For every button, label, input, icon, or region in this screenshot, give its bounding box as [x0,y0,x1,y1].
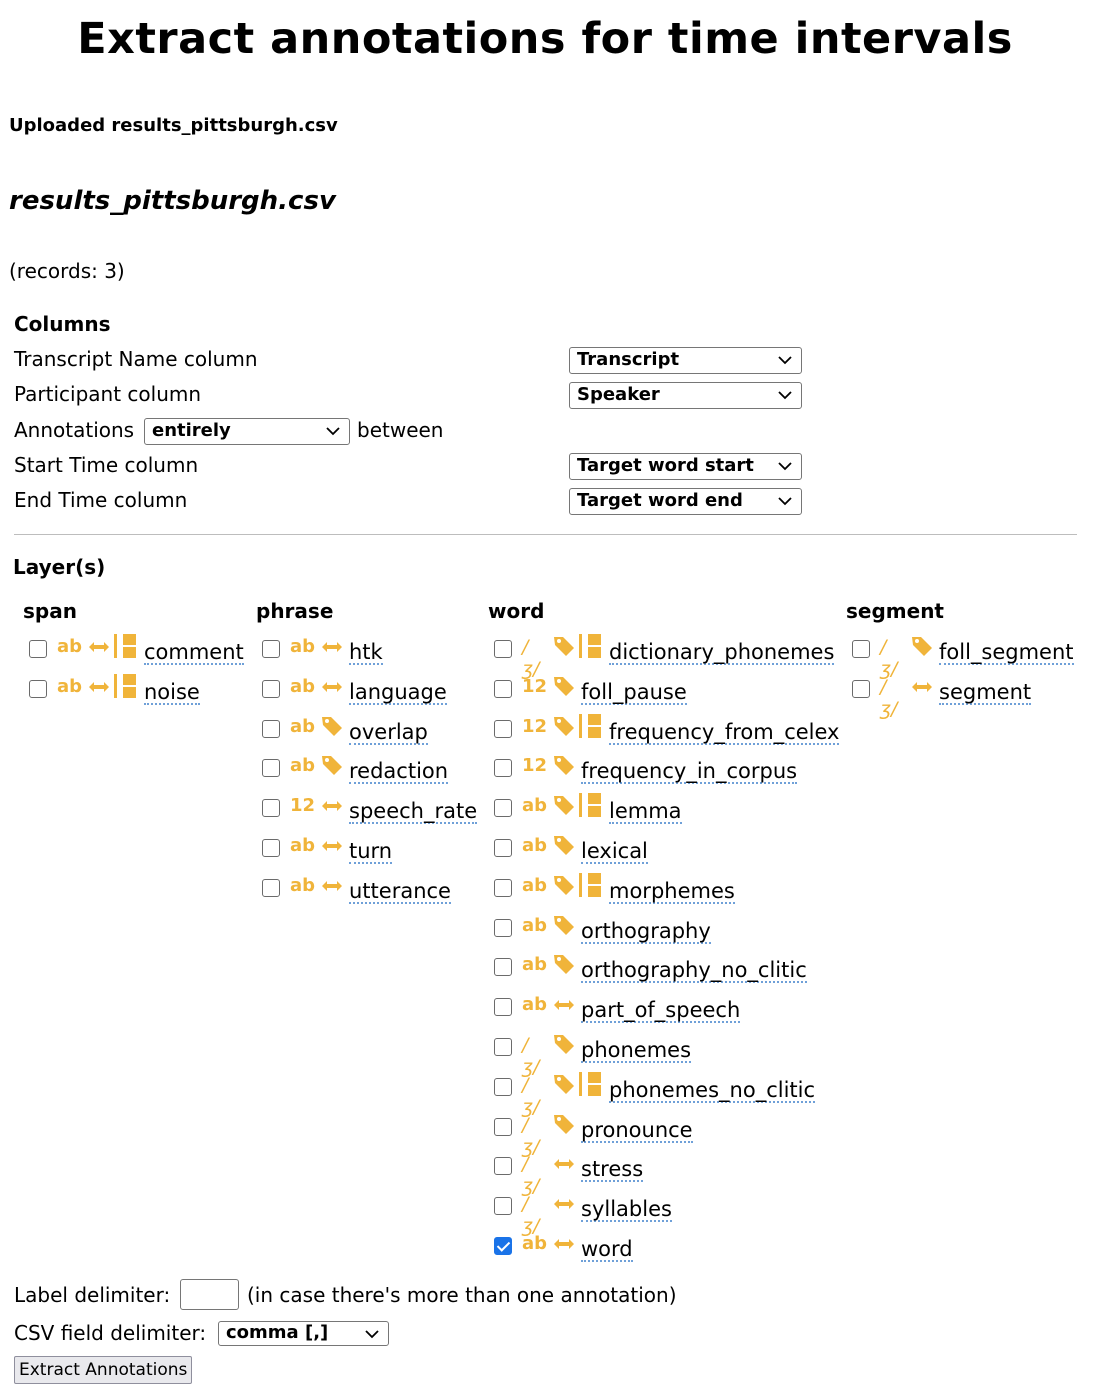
layer-name-link[interactable]: lemma [609,799,682,823]
chevron-down-icon [777,458,793,474]
layer-name-link[interactable]: foll_pause [581,680,687,704]
layer-name-link[interactable]: language [349,680,447,704]
arrows-icon [320,678,344,702]
participant-column-value: Speaker [577,384,660,405]
phonological-type-icon: /ʒ/ [522,636,540,680]
participant-column-select[interactable] [569,382,802,409]
arrows-icon [320,797,344,821]
phonological-type-icon: /ʒ/ [522,1153,540,1197]
start-time-column-label: Start Time column [14,453,199,477]
text-type-icon: ab [522,994,548,1015]
tag-icon [552,753,576,783]
layer-name-link[interactable]: turn [349,839,393,863]
numeric-type-icon: 12 [522,755,548,776]
label-delimiter-input[interactable] [180,1279,239,1310]
layer-checkbox[interactable] [852,640,870,658]
tag-icon [552,793,576,823]
text-type-icon: ab [290,835,316,856]
tag-icon [552,1112,576,1142]
layer-checkbox[interactable] [262,640,280,658]
numeric-type-icon: 12 [522,716,548,737]
scope-heading-span: span [23,599,77,623]
layer-name-link[interactable]: syllables [581,1197,672,1221]
layer-name-link[interactable]: foll_segment [939,640,1074,664]
layer-name-link[interactable]: frequency_from_celex [609,720,840,744]
arrows-icon [87,678,111,702]
phonological-type-icon: /ʒ/ [880,636,898,680]
end-time-column-select[interactable] [569,488,802,515]
scope-heading-word: word [488,599,545,623]
text-type-icon: ab [290,636,316,657]
chevron-down-icon [777,387,793,403]
bar-icon [113,634,139,664]
chevron-down-icon [325,423,341,439]
arrows-icon [320,837,344,861]
layer-checkbox[interactable] [262,879,280,897]
annotations-mode-value: entirely [152,420,231,441]
layer-checkbox[interactable] [262,720,280,738]
text-type-icon: ab [57,676,83,697]
layer-name-link[interactable]: word [581,1237,633,1261]
participant-column-label: Participant column [14,382,202,406]
tag-icon [552,1032,576,1062]
layer-checkbox[interactable] [494,1078,512,1096]
layer-checkbox[interactable] [494,680,512,698]
end-time-column-label: End Time column [14,488,188,512]
chevron-down-icon [777,352,793,368]
layer-checkbox[interactable] [262,680,280,698]
layer-checkbox[interactable] [494,839,512,857]
layer-name-link[interactable]: speech_rate [349,799,478,823]
csv-delimiter-label: CSV field delimiter: [14,1321,207,1345]
layer-checkbox[interactable] [494,1157,512,1175]
record-count: (records: 3) [9,259,125,283]
text-type-icon: ab [522,954,548,975]
layer-checkbox[interactable] [494,1197,512,1215]
layer-checkbox[interactable] [494,720,512,738]
phonological-type-icon: /ʒ/ [522,1074,540,1118]
layers-heading: Layer(s) [13,555,106,579]
layer-name-link[interactable]: orthography [581,919,711,943]
extract-annotations-button[interactable]: Extract Annotations [14,1356,192,1384]
layer-checkbox[interactable] [852,680,870,698]
tag-icon [552,634,576,664]
start-time-column-select[interactable] [569,453,802,480]
annotations-mode-select[interactable] [144,418,350,445]
csv-delimiter-value: comma [,] [226,1322,329,1343]
phonological-type-icon: /ʒ/ [880,676,898,720]
text-type-icon: ab [522,915,548,936]
layer-name-link[interactable]: utterance [349,879,451,903]
text-type-icon: ab [522,795,548,816]
tag-icon [552,674,576,704]
phonological-type-icon: /ʒ/ [522,1193,540,1237]
bar-icon [578,714,604,744]
text-type-icon: ab [522,875,548,896]
arrows-icon [320,877,344,901]
arrows-icon [552,996,576,1020]
tag-icon [552,873,576,903]
text-type-icon: ab [290,755,316,776]
tag-icon [552,833,576,863]
layer-checkbox[interactable] [29,680,47,698]
transcript-column-select[interactable] [569,347,802,374]
layer-name-link[interactable]: overlap [349,720,428,744]
arrows-icon [552,1195,576,1219]
tag-icon [552,913,576,943]
layer-name-link[interactable]: comment [144,640,244,664]
bar-icon [578,634,604,664]
layer-name-link[interactable]: orthography_no_clitic [581,958,807,982]
layer-name-link[interactable]: part_of_speech [581,998,741,1022]
layer-checkbox[interactable] [262,839,280,857]
bar-icon [578,1072,604,1102]
bar-icon [113,674,139,704]
upload-status: Uploaded results_pittsburgh.csv [9,115,338,136]
layer-name-link[interactable]: pronounce [581,1118,693,1142]
page-title: Extract annotations for time intervals [77,14,1013,64]
text-type-icon: ab [522,835,548,856]
scope-heading-phrase: phrase [256,599,334,623]
layer-checkbox[interactable] [494,998,512,1016]
layer-name-link[interactable]: noise [144,680,200,704]
scope-heading-segment: segment [846,599,944,623]
layer-checkbox[interactable] [262,759,280,777]
columns-heading: Columns [14,312,111,336]
tag-icon [552,1072,576,1102]
layer-checkbox[interactable] [494,640,512,658]
layer-name-link[interactable]: redaction [349,759,449,783]
tag-icon [552,714,576,744]
numeric-type-icon: 12 [522,676,548,697]
phonological-type-icon: /ʒ/ [522,1114,540,1158]
text-type-icon: ab [522,1233,548,1254]
layer-name-link[interactable]: dictionary_phonemes [609,640,835,664]
tag-icon [320,714,344,744]
transcript-column-label: Transcript Name column [14,347,258,371]
text-type-icon: ab [290,676,316,697]
chevron-down-icon [364,1326,380,1342]
tag-icon [910,634,934,664]
end-time-column-value: Target word end [577,490,743,511]
bar-icon [578,873,604,903]
layer-checkbox[interactable] [494,1118,512,1136]
between-label: between [357,418,444,442]
tag-icon [320,753,344,783]
layer-name-link[interactable]: segment [939,680,1032,704]
layer-checkbox[interactable] [494,799,512,817]
numeric-type-icon: 12 [290,795,316,816]
layer-name-link[interactable]: morphemes [609,879,735,903]
transcript-column-value: Transcript [577,349,680,370]
arrows-icon [910,678,934,702]
layer-checkbox[interactable] [494,919,512,937]
text-type-icon: ab [290,875,316,896]
layer-name-link[interactable]: phonemes_no_clitic [609,1078,816,1102]
layer-checkbox[interactable] [494,759,512,777]
text-type-icon: ab [290,716,316,737]
annotations-label: Annotations [14,418,135,442]
layer-checkbox[interactable] [494,1038,512,1056]
layer-checkbox[interactable] [29,640,47,658]
file-name: results_pittsburgh.csv [9,186,336,216]
csv-delimiter-select[interactable] [218,1321,389,1346]
phonological-type-icon: /ʒ/ [522,1034,540,1078]
layer-name-link[interactable]: phonemes [581,1038,692,1062]
layer-name-link[interactable]: frequency_in_corpus [581,759,798,783]
tag-icon [552,952,576,982]
divider [14,534,1077,535]
layer-name-link[interactable]: lexical [581,839,648,863]
layer-name-link[interactable]: stress [581,1157,644,1181]
arrows-icon [552,1235,576,1259]
layer-checkbox[interactable] [494,879,512,897]
layer-checkbox[interactable] [494,1237,512,1255]
label-delimiter-hint: (in case there's more than one annotation) [247,1283,677,1307]
arrows-icon [320,638,344,662]
layer-checkbox[interactable] [262,799,280,817]
text-type-icon: ab [57,636,83,657]
bar-icon [578,793,604,823]
arrows-icon [87,638,111,662]
label-delimiter-label: Label delimiter: [14,1283,171,1307]
layer-checkbox[interactable] [494,958,512,976]
chevron-down-icon [777,493,793,509]
arrows-icon [552,1155,576,1179]
start-time-column-value: Target word start [577,455,754,476]
layer-name-link[interactable]: htk [349,640,383,664]
